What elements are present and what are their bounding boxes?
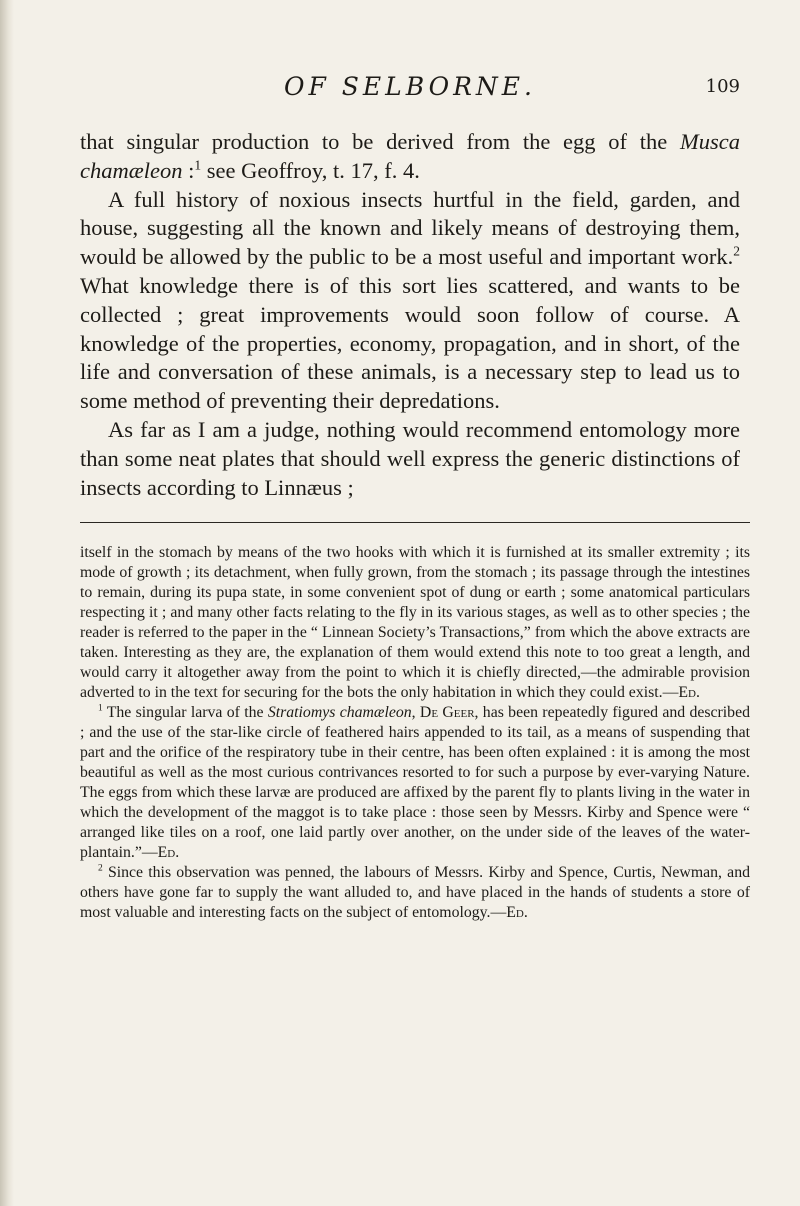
running-head [80, 70, 740, 106]
editor-signature: Ed. [157, 844, 180, 862]
footnote-1 [80, 703, 750, 863]
paragraph-2-text-a: A full history of noxious insects hurtful in the field, garden, and house, suggesting all the known and likely means of destroying them, would be allowed by the public to be a most useful and important work. [80, 186, 740, 270]
footnote-continuation [80, 543, 750, 703]
footnote-1-number: 1 [98, 704, 103, 715]
footnote-2-number: 2 [98, 864, 103, 875]
page-number: 109 [705, 76, 740, 97]
book-spine-shadow [0, 0, 14, 1206]
footnote-1-species-italic: Stratiomys chamæleon [267, 704, 412, 722]
editor-signature: Ed. [506, 904, 528, 922]
paragraph-1 [80, 128, 740, 186]
footnote-ref-2: 2 [733, 243, 740, 259]
paragraph-2 [80, 186, 740, 416]
paragraph-2-text-b: What knowledge there is of this sort lies scattered, and wants to be collected ; great improvements would soon follow of course. A knowledge of the properties, economy, propagation, and in short, of the life and conversation of these animals, is a necessary step to lead us to some method of preventing their depredations. [80, 272, 740, 414]
footnote-1-text-b: , [411, 704, 420, 722]
footnote-2-text: Since this observation was penned, the labours of Messrs. Kirby and Spence, Curtis, Newman, and others have gone far to supply the want alluded to, and have placed in the hands of students a store of most valuable and interesting facts on the subject of entomology.— [80, 864, 750, 922]
footnote-2 [80, 863, 750, 923]
editor-signature: Ed. [678, 684, 700, 702]
footnote-1-text-a: The singular larva of the [102, 704, 268, 722]
footnote-ref-1: 1 [194, 157, 202, 173]
footnotes [80, 543, 750, 923]
footnote-continuation-text: itself in the stomach by means of the two hooks with which it is furnished at its smaller extremity ; its mode of growth ; its detachment, when fully grown, from the stomach ; its passage through the intestines to remain, during its pupa state, in some convenient spot of dung or earth ; some anatomical particulars respecting it ; and many other facts relating to the fly in its various stages, as well as to other species ; the reader is referred to the paper in the “ Linnean Society’s Transactions,” from which the above extracts are taken. Interesting as they are, the explanation of them would extend this note to too great a length, and would carry it altogether away from the point to which it is chiefly directed,—the admirable provision adverted to in the text for securing for the bots the only habitation in which they could exist.— [80, 544, 750, 702]
body-text [80, 128, 740, 502]
footnote-1-author: De Geer [419, 704, 475, 722]
paragraph-1-text-c: see Geoffroy, t. 17, f. 4. [201, 157, 420, 183]
footnote-1-text-c: , has been repeatedly figured and described ; and the use of the star-like circle of feathered hairs appended to its tail, as a means of suspending that part and the orifice of the respiratory tube in their centre, has been often explained : it is among the most beautiful as well as the most curious contrivances resorted to for such a purpose by ever-varying Nature. The eggs from which these larvæ are produced are affixed by the parent fly to plants living in the water in which the development of the maggot is to take place : those seen by Messrs. Kirby and Spence were “ arranged like tiles on a roof, one laid partly over another, on the under side of the leaves of the water-plantain.”— [80, 704, 750, 862]
paragraph-1-text-a: that singular production to be derived from the egg of the [80, 129, 680, 154]
species-name-italic: Musca chamæleon [80, 129, 740, 183]
footnote-rule [80, 522, 750, 523]
paragraph-1-text-b: : [182, 157, 195, 183]
book-page [80, 70, 750, 923]
running-title: OF SELBORNE. [284, 72, 536, 101]
paragraph-3: As far as I am a judge, nothing would recommend entomology more than some neat plates that should well express the generic distinctions of insects according to Linnæus ; [80, 416, 740, 500]
